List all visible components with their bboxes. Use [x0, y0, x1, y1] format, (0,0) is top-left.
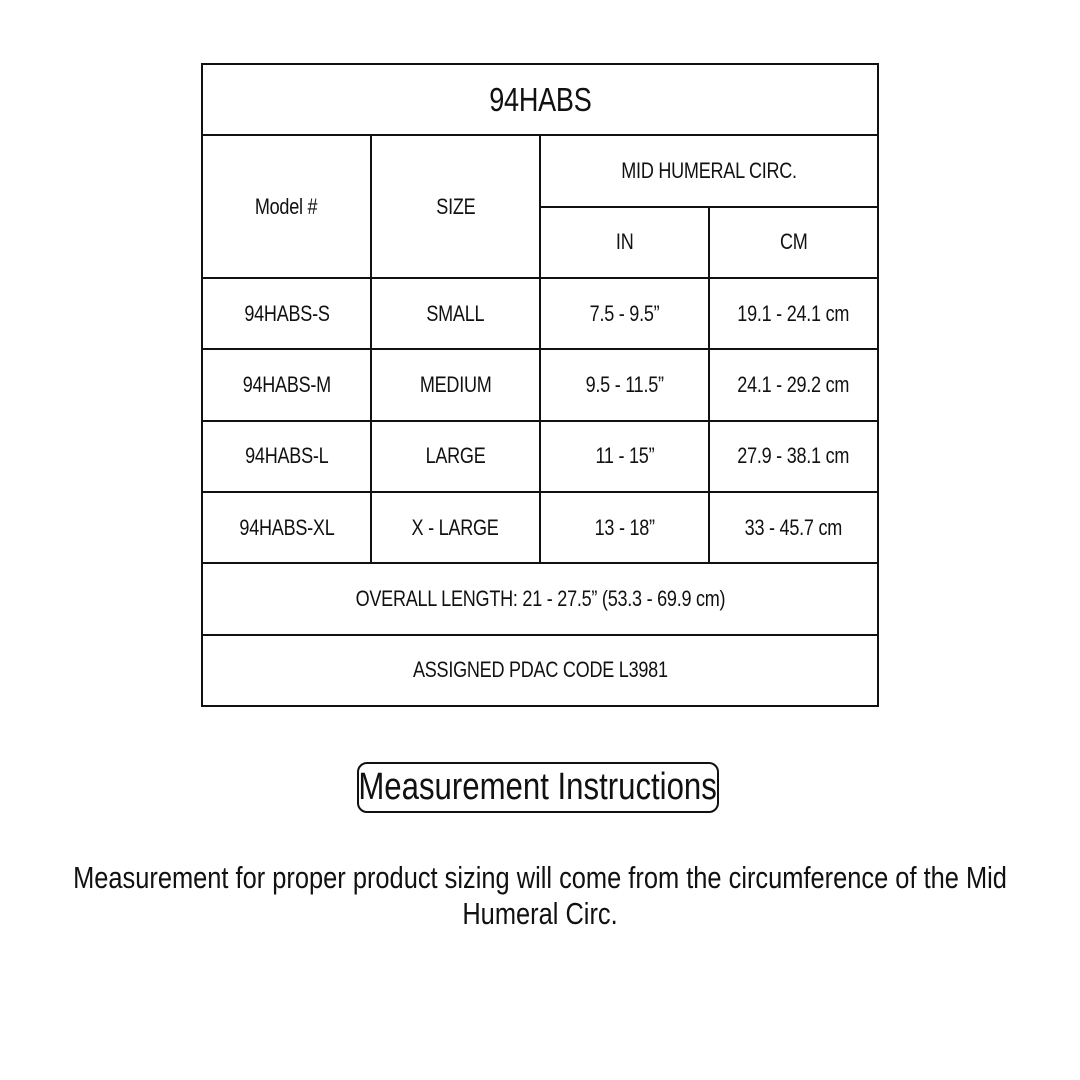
- measurement-instructions-title: Measurement Instructions: [358, 766, 718, 808]
- header-cm: [709, 207, 878, 278]
- cell-size: [371, 349, 540, 420]
- overall-length-row: [202, 563, 878, 634]
- header-size-label: SIZE: [435, 193, 476, 219]
- header-in: [540, 207, 709, 278]
- header-group-label: MID HUMERAL CIRC.: [621, 157, 797, 183]
- cell-model: [202, 278, 371, 349]
- cell-size-text: MEDIUM: [419, 371, 492, 397]
- cell-in: [540, 492, 709, 563]
- cell-in-text: 7.5 - 9.5”: [589, 300, 660, 326]
- table-row: [202, 421, 878, 492]
- cell-model-text: 94HABS-XL: [238, 514, 335, 540]
- table-title: [202, 64, 878, 135]
- cell-model-text: 94HABS-M: [242, 371, 331, 397]
- table-row: [202, 492, 878, 563]
- table-row: [202, 349, 878, 420]
- cell-model-text: 94HABS-L: [244, 443, 329, 469]
- cell-cm: [709, 278, 878, 349]
- cell-model-text: 94HABS-S: [243, 300, 330, 326]
- cell-size-text: X - LARGE: [411, 514, 499, 540]
- cell-model: [202, 492, 371, 563]
- cell-in-text: 11 - 15”: [595, 443, 654, 469]
- measurement-instructions-text: [60, 860, 1020, 932]
- pdac-code-cell: [202, 635, 878, 706]
- cell-cm: [709, 421, 878, 492]
- cell-model: [202, 421, 371, 492]
- measurement-instructions-body: Measurement for proper product sizing will come from the circumference of the Mid Humeral Circ.: [73, 860, 1007, 931]
- header-model-label: Model #: [255, 193, 318, 219]
- header-cm-label: CM: [779, 229, 808, 255]
- cell-size: [371, 492, 540, 563]
- table-row: [202, 278, 878, 349]
- cell-cm-text: 24.1 - 29.2 cm: [737, 371, 850, 397]
- cell-in: [540, 278, 709, 349]
- measurement-instructions-heading: [357, 762, 719, 813]
- cell-cm: [709, 492, 878, 563]
- cell-size: [371, 421, 540, 492]
- pdac-code-text: ASSIGNED PDAC CODE L3981: [412, 657, 668, 683]
- cell-cm-text: 19.1 - 24.1 cm: [737, 300, 850, 326]
- pdac-code-row: [202, 635, 878, 706]
- cell-model: [202, 349, 371, 420]
- header-in-label: IN: [615, 229, 634, 255]
- table-title-text: 94HABS: [488, 80, 592, 118]
- cell-in: [540, 349, 709, 420]
- cell-cm-text: 27.9 - 38.1 cm: [737, 443, 850, 469]
- cell-cm-text: 33 - 45.7 cm: [744, 514, 843, 540]
- header-mid-humeral-circ: [540, 135, 878, 206]
- cell-size: [371, 278, 540, 349]
- cell-size-text: SMALL: [426, 300, 485, 326]
- cell-size-text: LARGE: [425, 443, 486, 469]
- header-model: [202, 135, 371, 278]
- cell-in: [540, 421, 709, 492]
- size-chart-table: [201, 63, 879, 707]
- cell-cm: [709, 349, 878, 420]
- header-size: [371, 135, 540, 278]
- header-row-1: [202, 135, 878, 206]
- overall-length-cell: [202, 563, 878, 634]
- table-title-row: [202, 64, 878, 135]
- cell-in-text: 13 - 18”: [594, 514, 655, 540]
- cell-in-text: 9.5 - 11.5”: [585, 371, 664, 397]
- overall-length-text: OVERALL LENGTH: 21 - 27.5” (53.3 - 69.9 cm): [355, 585, 725, 611]
